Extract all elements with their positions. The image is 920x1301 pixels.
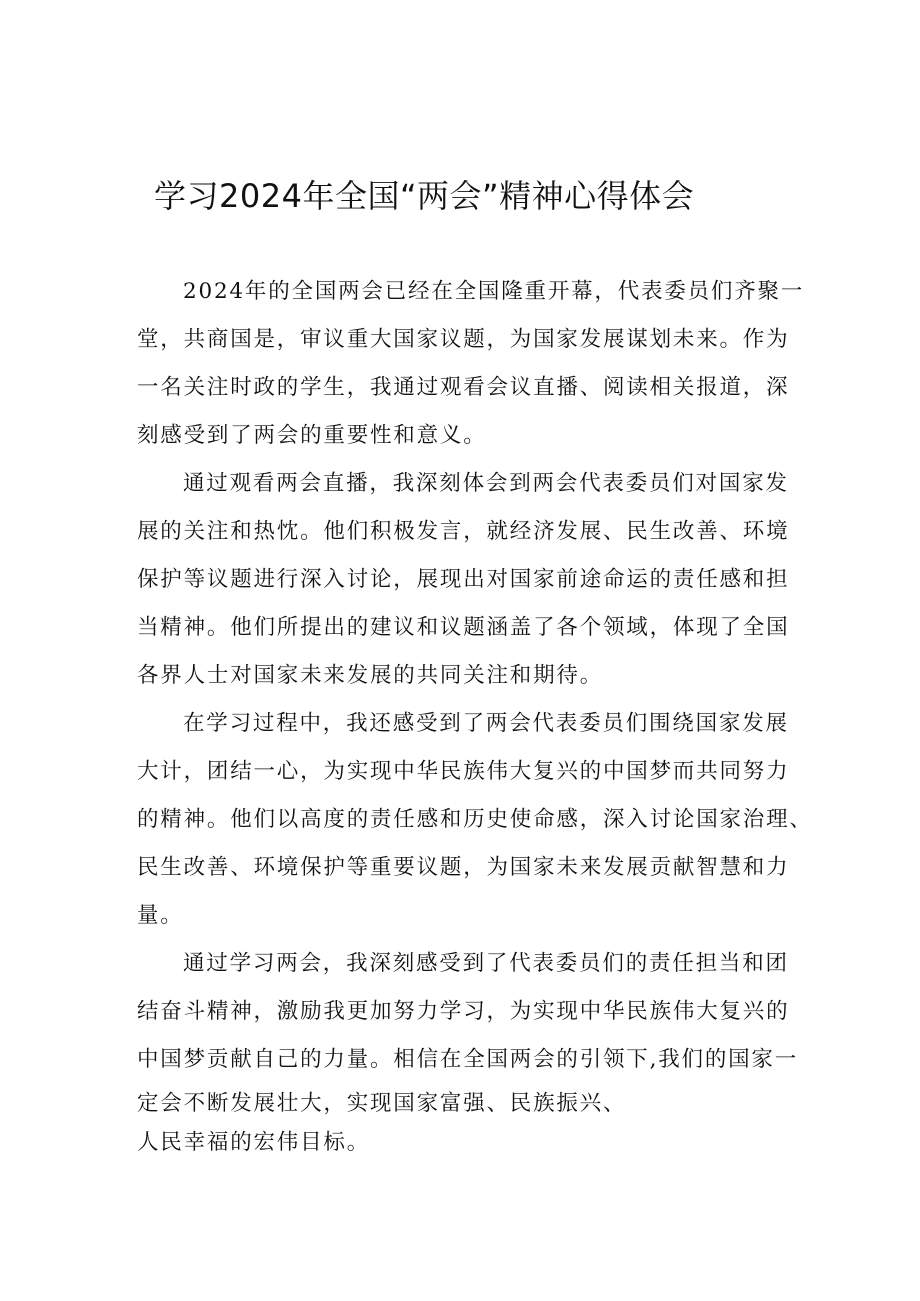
- text-line: 人民幸福的宏伟目标。: [137, 1130, 371, 1155]
- text-line: 一名关注时政的学生，我通过观看会议直播、阅读相关报道，深: [137, 375, 790, 400]
- text-line: 各界人士对国家未来发展的共同关注和期待。: [137, 663, 604, 688]
- text-line: 通过学习两会，我深刻感受到了代表委员们的责任担当和团: [183, 951, 789, 976]
- text-line: 定会不断发展壮大，实现国家富强、民族振兴、: [137, 1091, 627, 1116]
- paragraph-1: [137, 268, 805, 460]
- text-line: 刻感受到了两会的重要性和意义。: [137, 423, 487, 448]
- text-line: 堂，共商国是，审议重大国家议题，为国家发展谋划未来。作为: [137, 327, 790, 352]
- text-line: 量。: [137, 903, 184, 928]
- text-line: 民生改善、环境保护等重要议题，为国家未来发展贡献智慧和力: [137, 855, 790, 880]
- text-line: 当精神。他们所提出的建议和议题涵盖了各个领域，体现了全国: [137, 615, 790, 640]
- text-line: 2024年的全国两会已经在全国隆重开幕，代表委员们齐聚一: [183, 279, 805, 304]
- text-line: 中国梦贡献自己的力量。相信在全国两会的引领下,我们的国家一: [137, 1047, 799, 1072]
- paragraph-3: [137, 700, 813, 940]
- text-line: 通过观看两会直播，我深刻体会到两会代表委员们对国家发: [183, 471, 789, 496]
- article-body: [137, 268, 813, 1162]
- text-line: 大计，团结一心，为实现中华民族伟大复兴的中国梦而共同努力: [137, 759, 790, 784]
- text-line: 展的关注和热忱。他们积极发言，就经济发展、民生改善、环境: [137, 519, 790, 544]
- text-line: 结奋斗精神，激励我更加努力学习，为实现中华民族伟大复兴的: [137, 999, 790, 1024]
- paragraph-4: [137, 940, 799, 1162]
- text-line: 在学习过程中，我还感受到了两会代表委员们围绕国家发展: [183, 711, 789, 736]
- text-line: 保护等议题进行深入讨论，展现出对国家前途命运的责任感和担: [137, 567, 790, 592]
- paragraph-2: [137, 460, 792, 700]
- page-title: 学习2024年全国“两会”精神心得体会: [154, 177, 695, 215]
- text-line: 的精神。他们以高度的责任感和历史使命感，深入讨论国家治理、: [137, 807, 813, 832]
